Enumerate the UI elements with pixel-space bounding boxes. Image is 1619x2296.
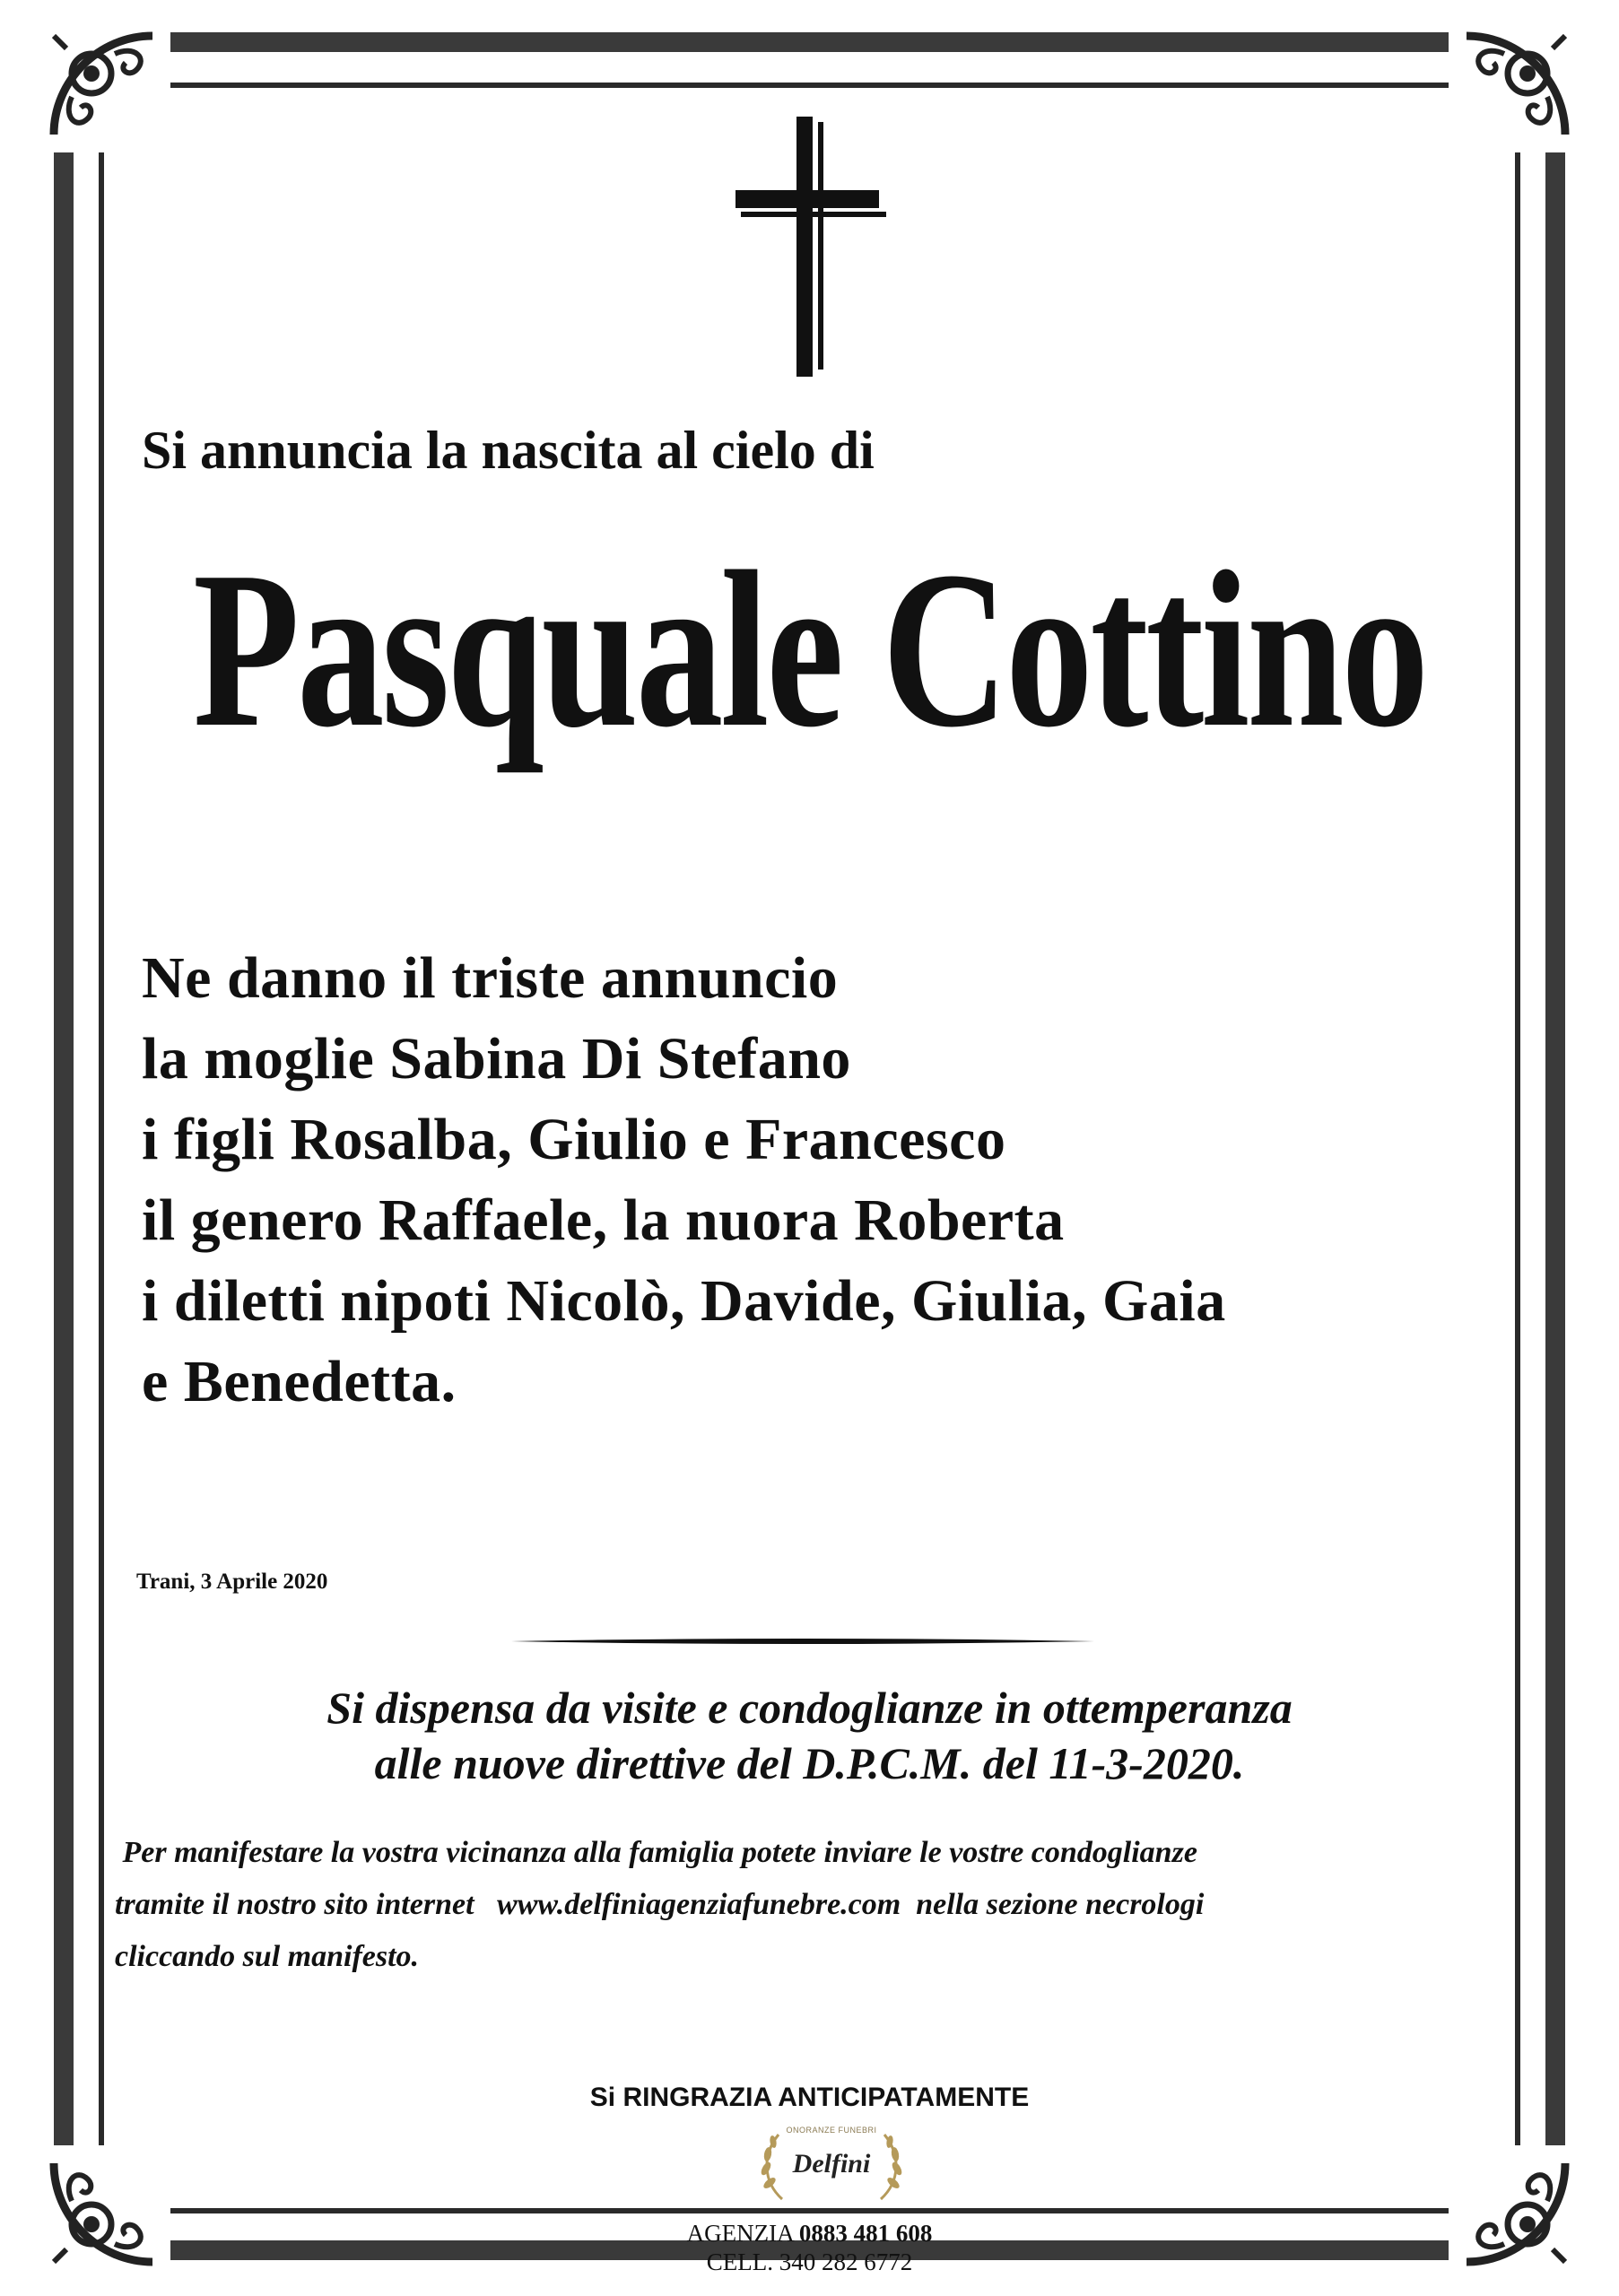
logo-name: Delfini [792,2149,871,2179]
cell-label: CELL. [706,2248,779,2275]
mourners-line: i figli Rosalba, Giulio e Francesco [142,1107,1006,1172]
mourners-list [142,938,1226,1422]
corner-ornament-icon [1449,18,1583,152]
agency-logo [746,2118,917,2208]
place-date: Trani, 3 Aprile 2020 [136,1570,328,1594]
cell-phone: 340 282 6772 [779,2248,913,2275]
dispensa-line: alle nuove direttive del D.P.C.M. del 11-3-2020. [374,1738,1245,1788]
cell-phone-line [0,2248,1619,2276]
divider [511,1638,1094,1645]
condolences-notice [115,1827,1514,1983]
condolences-line: cliccando sul manifesto. [115,1940,420,1973]
condolences-line: tramite il nostro sito internet www.delfiniagenziafunebre.com nella sezione necrologi [115,1888,1205,1921]
deceased-name: Pasquale Cottino [193,526,1426,774]
dispensa-notice [0,1680,1619,1791]
agency-contact [0,2219,1619,2276]
agency-phone-line [0,2219,1619,2248]
logo-subtitle: ONORANZE FUNEBRI [786,2126,877,2135]
dispensa-line: Si dispensa da visite e condoglianze in ottemperanza [326,1683,1293,1733]
corner-ornament-icon [36,18,170,152]
agency-phone: 0883 481 608 [798,2220,933,2247]
announcement-intro: Si annuncia la nascita al cielo di [142,421,875,480]
mourners-line: e Benedetta. [142,1349,457,1414]
cross-icon [736,117,888,377]
mourners-line: i diletti nipoti Nicolò, Davide, Giulia, Gaia [142,1268,1226,1334]
agency-label: AGENZIA [686,2220,799,2247]
condolences-line: Per manifestare la vostra vicinanza alla famiglia potete inviare le vostre condoglianze [115,1836,1197,1869]
mourners-line: il genero Raffaele, la nuora Roberta [142,1187,1065,1253]
thanks-text: Si RINGRAZIA ANTICIPATAMENTE [589,2083,1030,2112]
mourners-line: la moglie Sabina Di Stefano [142,1026,851,1091]
mourners-line: Ne danno il triste annuncio [142,945,839,1011]
